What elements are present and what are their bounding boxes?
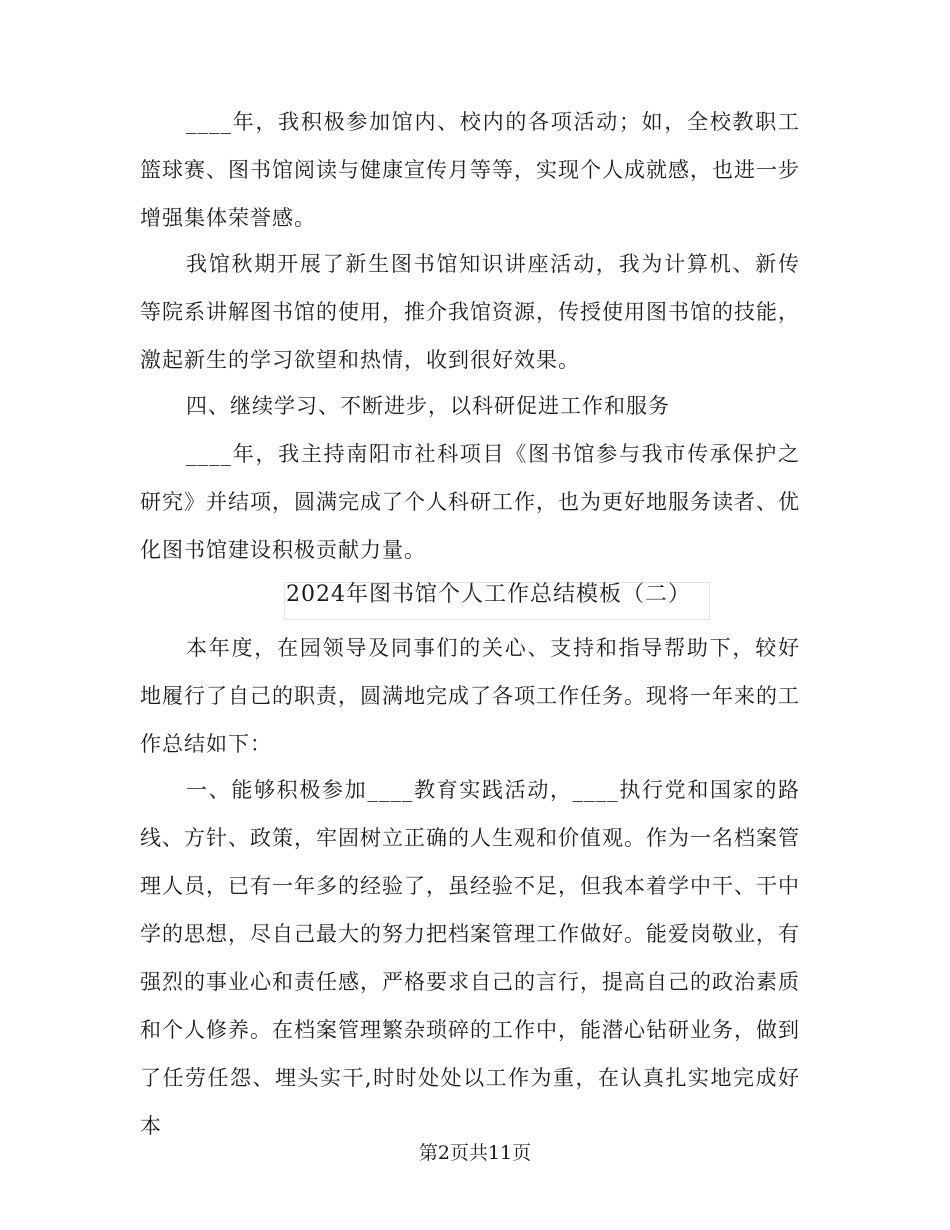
page-number-footer: 第2页共11页	[418, 1142, 532, 1164]
paragraph-point-one: 一、能够积极参加____教育实践活动，____执行党和国家的路线、方针、政策，牢固树立正确的人生观和价值观。作为一名档案管理人员，已有一年多的经验了，虽经验不足，但我本着学中干、干中学的思想，尽自己最大的努力把档案管理工作做好。能爱岗敬业，有强烈的事业心和责任感，严格要求自己的言行，提高自己的政治素质和个人修养。在档案管理繁杂琐碎的工作中，能潜心钻研业务，做到了任劳任怨、埋头实干,时时处处以工作为重，在认真扎实地完成好本	[140, 778, 800, 1138]
section-title: 2024年图书馆个人工作总结模板（二）	[286, 582, 691, 607]
section-heading-research: 四、继续学习、不断进步，以科研促进工作和服务	[186, 394, 670, 418]
paragraph-intro: 本年度，在园领导及同事们的关心、支持和指导帮助下，较好地履行了自己的职责，圆满地完成了各项工作任务。现将一年来的工作总结如下：	[140, 636, 800, 756]
paragraph-activities: ____年，我积极参加馆内、校内的各项活动；如，全校教职工篮球赛、图书馆阅读与健康宣传月等等，实现个人成就感，也进一步增强集体荣誉感。	[140, 110, 800, 230]
paragraph-freshman-lecture: 我馆秋期开展了新生图书馆知识讲座活动，我为计算机、新传等院系讲解图书馆的使用，推介我馆资源，传授使用图书馆的技能，激起新生的学习欲望和热情，收到很好效果。	[140, 252, 800, 372]
paragraph-research-project: ____年，我主持南阳市社科项目《图书馆参与我市传承保护之研究》并结项，圆满完成了个人科研工作，也为更好地服务读者、优化图书馆建设积极贡献力量。	[140, 442, 800, 562]
